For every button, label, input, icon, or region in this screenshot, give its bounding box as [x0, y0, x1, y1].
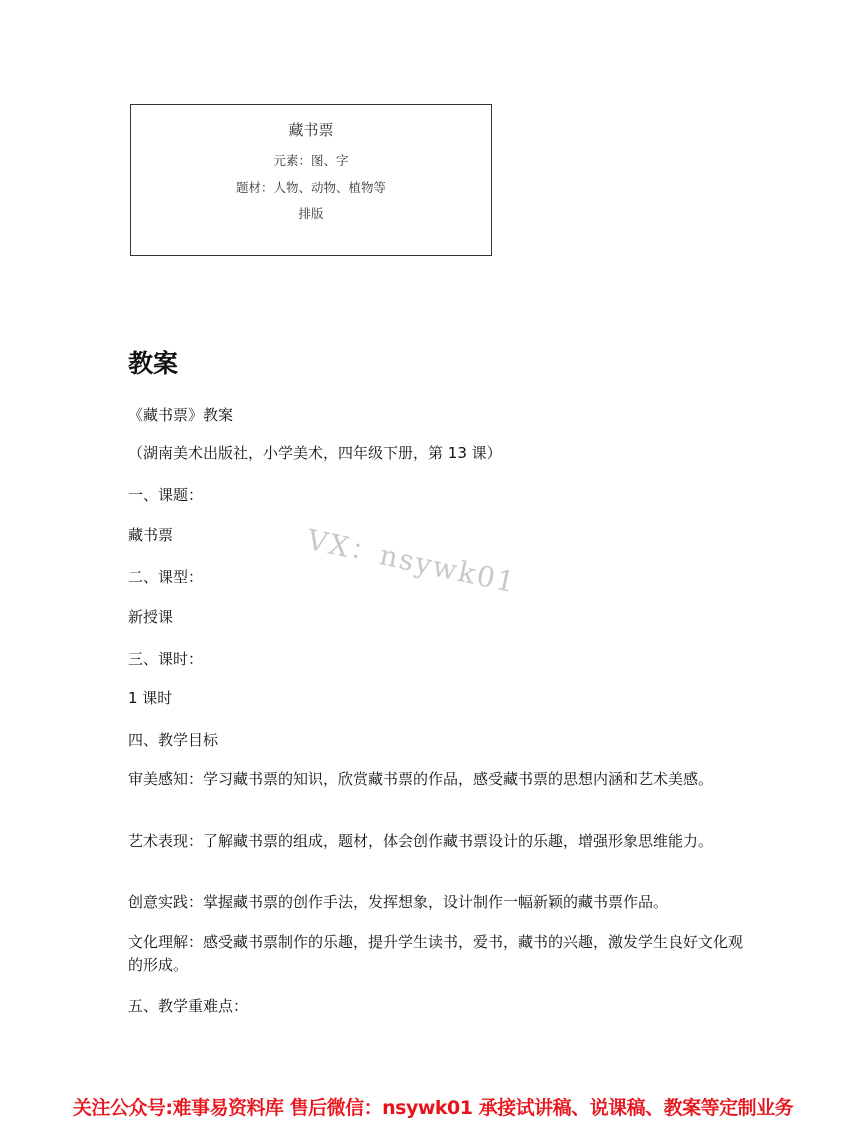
section-heading: 教案: [128, 349, 179, 378]
paragraph: 新授课: [128, 608, 174, 626]
paragraph: （湖南美术出版社，小学美术，四年级下册，第 13 课）: [128, 444, 502, 462]
paragraph: 一、课题：: [128, 486, 204, 504]
paragraph: 五、教学重难点：: [128, 997, 249, 1015]
watermark: VX：nsywk01: [304, 522, 520, 600]
box-title: 藏书票: [288, 121, 334, 139]
paragraph: 二、课型：: [128, 568, 204, 586]
paragraph: 三、课时：: [128, 650, 204, 668]
paragraph: 四、教学目标: [128, 731, 219, 749]
paragraph: 1 课时: [128, 689, 173, 707]
paragraph: 艺术表现：了解藏书票的组成，题材，体会创作藏书票设计的乐趣，增强形象思维能力。: [128, 832, 714, 850]
box-line: 题材：人物、动物、植物等: [235, 180, 386, 195]
paragraph: 《藏书票》教案: [128, 406, 234, 424]
paragraph: 创意实践：掌握藏书票的创作手法，发挥想象，设计制作一幅新颖的藏书票作品。: [128, 893, 669, 911]
paragraph: 文化理解：感受藏书票制作的乐趣，提升学生读书，爱书，藏书的兴趣，激发学生良好文化观的形成。: [128, 933, 744, 974]
paragraph: 审美感知：学习藏书票的知识，欣赏藏书票的作品，感受藏书票的思想内涵和艺术美感。: [128, 770, 714, 788]
box-line: 元素：图、字: [273, 153, 349, 168]
bookplate-summary-box: [130, 104, 492, 256]
box-line: 排版: [298, 206, 324, 221]
footer-banner: 关注公众号:难事易资料库 售后微信：nsywk01 承接试讲稿、说课稿、教案等定制业务: [72, 1097, 794, 1119]
paragraph: 藏书票: [128, 526, 174, 544]
